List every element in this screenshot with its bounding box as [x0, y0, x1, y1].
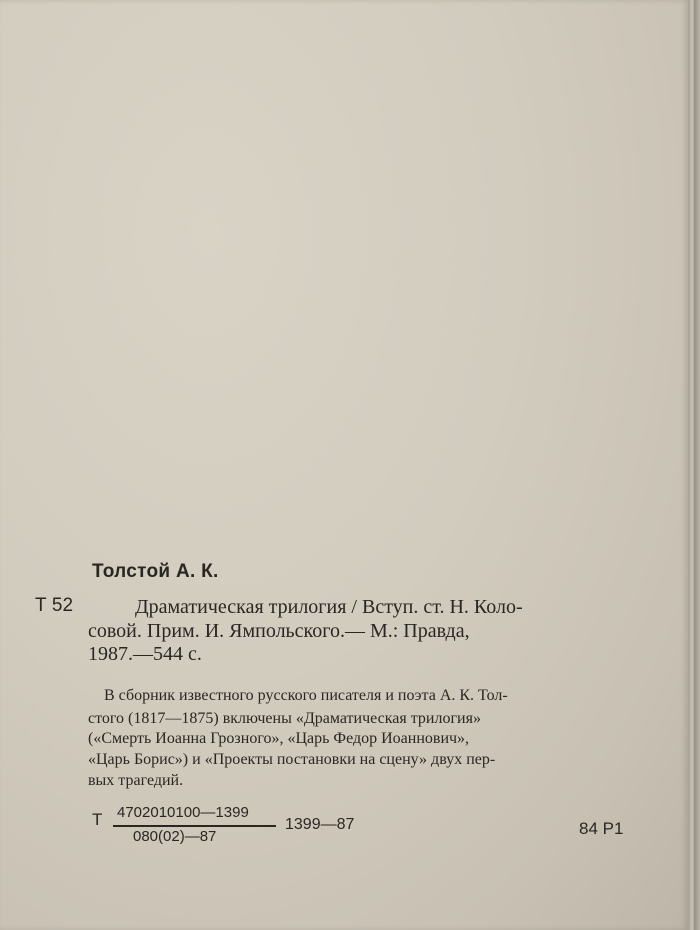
- annotation-line-3: («Смерть Иоанна Грозного», «Царь Федор Иоаннович»,: [88, 730, 470, 747]
- catalog-index: Т 52: [35, 595, 74, 616]
- bibliographic-line-2: совой. Прим. И. Ямпольского.— М.: Правда,: [88, 620, 470, 642]
- publishing-code-denominator: 080(02)—87: [133, 828, 217, 845]
- publishing-code-numerator: 4702010100—1399: [117, 804, 249, 821]
- classification-code: 84 Р1: [579, 819, 624, 838]
- annotation-line-2: стого (1817—1875) включены «Драматическая трилогия»: [88, 710, 481, 727]
- author-heading: Толстой А. К.: [92, 561, 219, 582]
- annotation-line-4: «Царь Борис») и «Проекты постановки на сцену» двух пер-: [88, 751, 496, 768]
- annotation-line-1: В сборник известного русского писателя и поэта А. К. Тол-: [104, 687, 508, 704]
- publishing-code-letter: Т: [92, 810, 103, 829]
- bibliographic-line-1: Драматическая трилогия / Вступ. ст. Н. Коло-: [135, 596, 523, 618]
- page-edge-line: [694, 0, 695, 930]
- annotation-line-5: вых трагедий.: [88, 772, 184, 789]
- bibliographic-line-3: 1987.—544 с.: [88, 643, 202, 665]
- fraction-line: [113, 825, 276, 827]
- publishing-code-side: 1399—87: [285, 816, 355, 833]
